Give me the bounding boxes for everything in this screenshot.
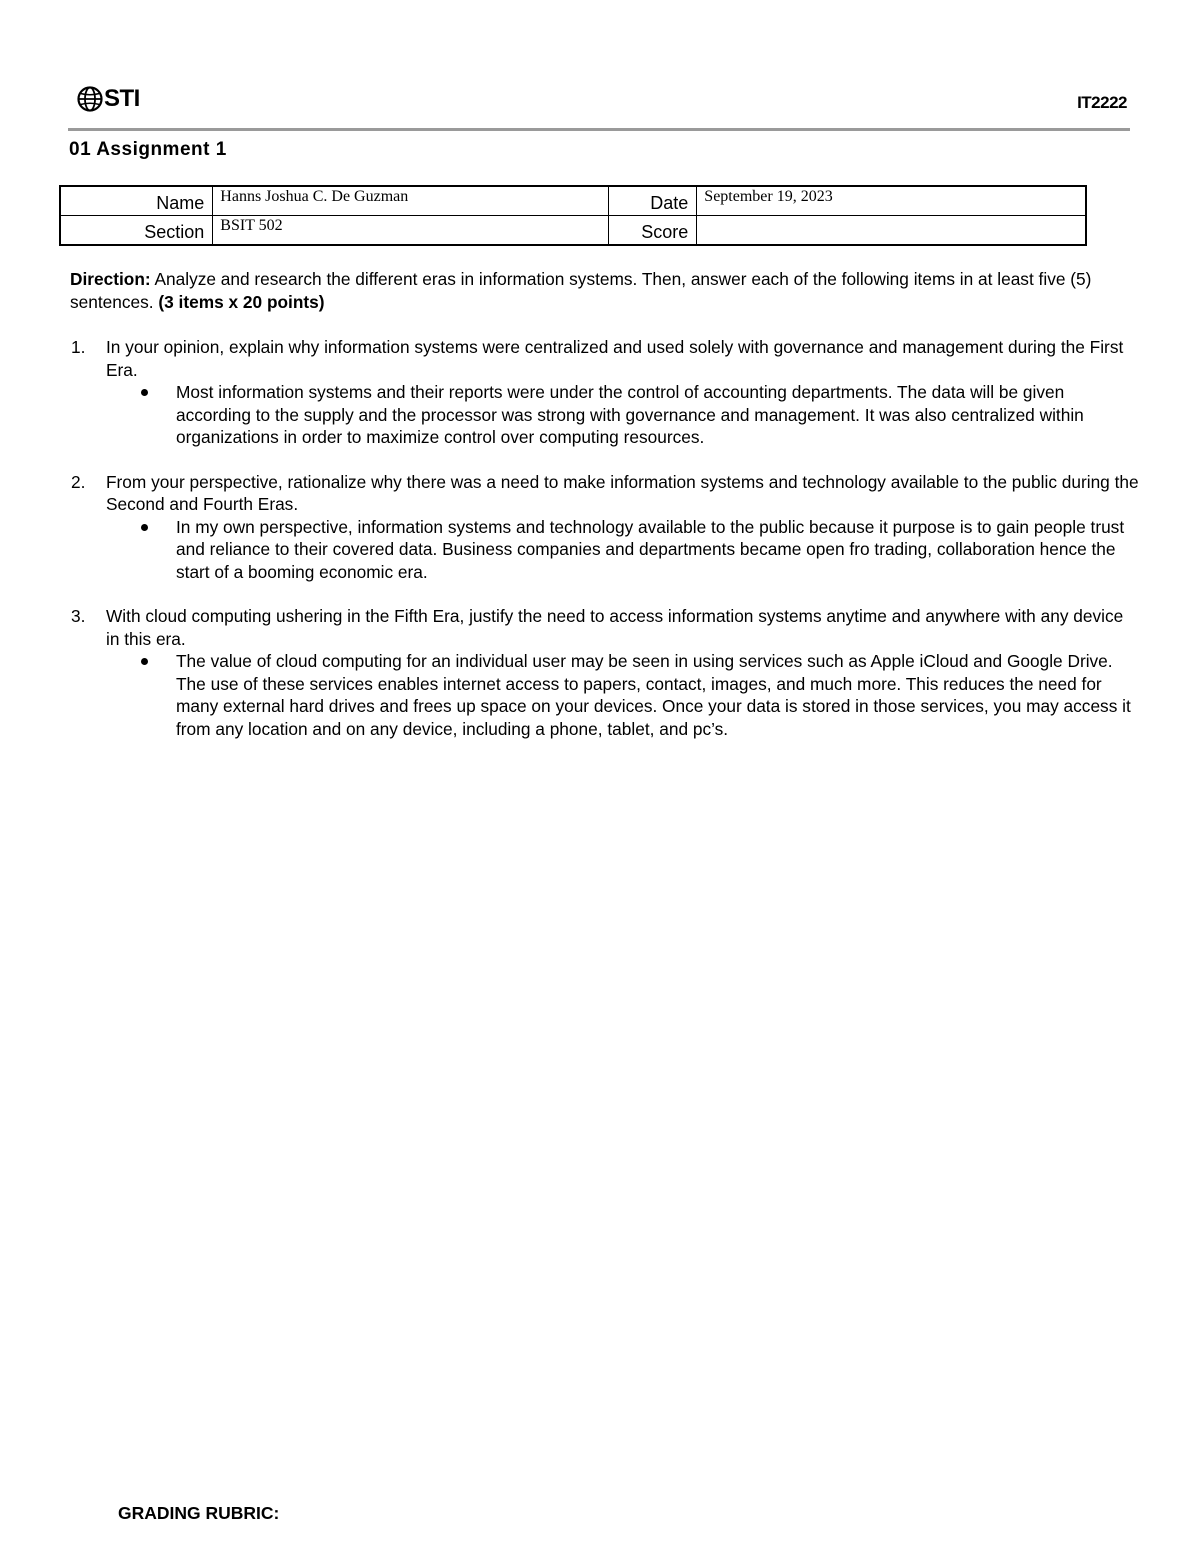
answer-text: The value of cloud computing for an individual user may be seen in using services such as Apple iCloud and Google Drive. The use of these services enables internet access to papers, contact, images, and much more. This reduces the need for many external hard drives and frees up space on your devices. Once your data is stored in those services, you may access it from any location and on any device, including a phone, tablet, and pc’s. (176, 651, 1131, 739)
logo-text: STI (104, 85, 140, 112)
grading-rubric-heading: GRADING RUBRIC: (118, 1503, 280, 1523)
question-text: In your opinion, explain why information systems were centralized and used solely with governance and management during the First Era. (106, 337, 1124, 380)
bullet-icon (141, 524, 148, 531)
student-info-table (59, 185, 1087, 246)
answer-list (106, 650, 1140, 740)
name-label: Name (60, 186, 213, 216)
section-label: Section (60, 216, 213, 246)
answer-item (106, 650, 1140, 740)
course-code: IT2222 (1077, 93, 1127, 112)
question-item (70, 471, 1140, 584)
page-title: 01 Assignment 1 (69, 139, 227, 160)
name-value: Hanns Joshua C. De Guzman (213, 186, 609, 216)
bullet-icon (141, 389, 148, 396)
score-label: Score (609, 216, 697, 246)
direction-label: Direction: (70, 269, 151, 289)
info-row-section (60, 216, 1086, 246)
question-item (70, 605, 1140, 740)
answer-item (106, 381, 1140, 449)
answer-text: In my own perspective, information systems and technology available to the public because it purpose is to gain people trust and reliance to their covered data. Business companies and departments became open fro trading, collaboration hence the start of a booming economic era. (176, 516, 1125, 582)
globe-icon (77, 86, 103, 112)
question-text: From your perspective, rationalize why there was a need to make information systems and technology available to the public during the Second and Fourth Eras. (106, 471, 1139, 514)
sti-logo (77, 84, 140, 114)
answer-list (106, 381, 1140, 449)
bullet-icon (141, 658, 148, 665)
assignment-content (70, 268, 1140, 762)
direction-text: Analyze and research the different eras in information systems. Then, answer each of the following items in at least five (5) sentences. (70, 269, 1092, 312)
answer-list (106, 516, 1140, 584)
question-number: 3. (71, 606, 86, 626)
date-value: September 19, 2023 (697, 186, 1086, 216)
section-value: BSIT 502 (213, 216, 609, 246)
question-item (70, 336, 1140, 449)
direction-paragraph (70, 268, 1140, 313)
answer-text: Most information systems and their reports were under the control of accounting departments. The data will be given according to the supply and the processor was strong with governance and management. It was also centralized within organizations in order to maximize control over computing resources. (176, 382, 1084, 447)
question-text: With cloud computing ushering in the Fifth Era, justify the need to access information systems anytime and anywhere with any device in this era. (106, 606, 1124, 649)
question-number: 1. (71, 337, 86, 357)
score-value (697, 216, 1086, 246)
date-label: Date (609, 186, 697, 216)
header-divider (68, 128, 1130, 131)
info-row-name (60, 186, 1086, 216)
question-list (70, 336, 1140, 740)
answer-item (106, 516, 1140, 584)
question-number: 2. (71, 471, 86, 492)
direction-points: (3 items x 20 points) (158, 291, 325, 312)
